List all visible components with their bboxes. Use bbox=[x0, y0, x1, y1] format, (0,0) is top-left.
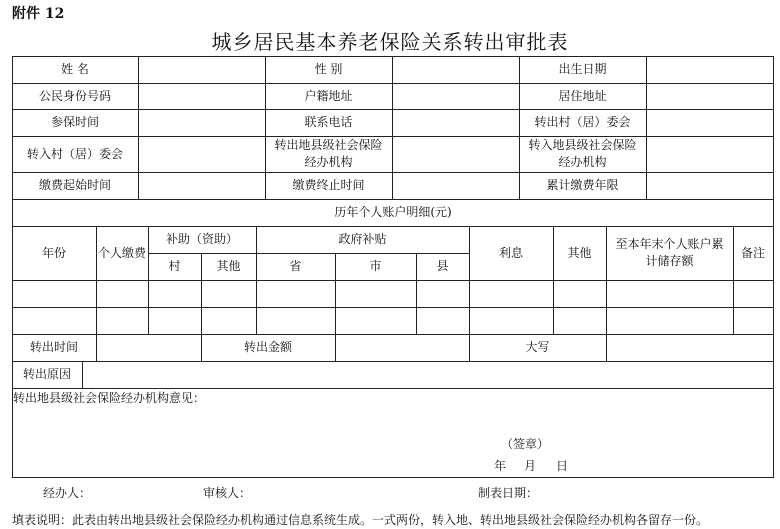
grid-line bbox=[12, 334, 774, 335]
other-subsidy-header: 其他 bbox=[216, 259, 241, 273]
grid-line bbox=[646, 56, 647, 199]
account-detail-heading: 历年个人账户明细(元) bbox=[334, 205, 452, 219]
province-header: 省 bbox=[289, 259, 302, 273]
phone-label: 联系电话 bbox=[304, 115, 353, 129]
pay-end-label: 缴费终止时间 bbox=[292, 178, 365, 192]
seal-label: （签章） bbox=[500, 437, 549, 451]
opinion-day: 日 bbox=[555, 459, 568, 473]
subsidy-header: 补助（资助） bbox=[165, 232, 238, 246]
grid-line bbox=[773, 56, 774, 477]
page-title: 城乡居民基本养老保险关系转出审批表 bbox=[211, 30, 569, 54]
grid-line bbox=[392, 56, 393, 199]
household-address-label: 户籍地址 bbox=[304, 88, 353, 103]
to-agency-line-1: 转入地县级社会保险 bbox=[528, 138, 637, 152]
transfer-reason-label: 转出原因 bbox=[22, 367, 71, 381]
remark-header: 备注 bbox=[740, 245, 765, 260]
gov-subsidy-header: 政府补贴 bbox=[338, 232, 387, 246]
grid-line bbox=[82, 361, 83, 388]
grid-line bbox=[606, 334, 607, 361]
transfer-amount-label: 转出金额 bbox=[243, 340, 292, 354]
to-village-label: 转入村（居）委会 bbox=[26, 146, 123, 161]
form-note: 填表说明：此表由转出地县级社会保险经办机构通过信息系统生成。一式两份，转入地、转出地县级社会保险经办机构各留存一份。 bbox=[12, 513, 709, 527]
residence-address-label: 居住地址 bbox=[558, 88, 607, 103]
handler-label: 经办人： bbox=[43, 486, 92, 500]
grid-line bbox=[335, 334, 336, 361]
opinion-month: 月 bbox=[523, 459, 536, 473]
balance-header-line-2: 计储存额 bbox=[645, 254, 694, 268]
to-agency-line-2: 经办机构 bbox=[558, 155, 607, 169]
village-header: 村 bbox=[168, 259, 181, 273]
name-label: 姓 名 bbox=[61, 62, 89, 76]
grid-line bbox=[12, 388, 774, 389]
grid-line bbox=[12, 307, 774, 308]
total-years-label: 累计缴费年限 bbox=[546, 178, 619, 192]
grid-line bbox=[12, 280, 774, 281]
opinion-year: 年 bbox=[493, 459, 506, 473]
from-village-label: 转出村（居）委会 bbox=[534, 115, 631, 129]
form-date-label: 制表日期： bbox=[478, 486, 539, 500]
grid-line bbox=[12, 477, 774, 478]
personal-payment-header: 个人缴费 bbox=[97, 245, 146, 260]
capital-amount-label: 大写 bbox=[525, 340, 550, 354]
pay-start-label: 缴费起始时间 bbox=[38, 178, 111, 192]
from-agency-label bbox=[265, 136, 392, 172]
county-header: 县 bbox=[436, 259, 449, 273]
city-header: 市 bbox=[369, 259, 382, 273]
transfer-time-label: 转出时间 bbox=[29, 340, 78, 354]
balance-header bbox=[606, 226, 733, 280]
balance-header-line-1: 至本年末个人账户累 bbox=[615, 237, 724, 251]
year-header: 年份 bbox=[41, 245, 66, 260]
gender-label: 性 别 bbox=[314, 62, 343, 76]
id-number-label: 公民身份号码 bbox=[38, 88, 111, 103]
grid-line bbox=[138, 56, 139, 199]
from-agency-line-2: 经办机构 bbox=[304, 155, 353, 169]
other-header: 其他 bbox=[567, 245, 592, 260]
attachment-label: 附件 12 bbox=[12, 6, 65, 22]
birth-date-label: 出生日期 bbox=[558, 62, 607, 76]
insured-date-label: 参保时间 bbox=[50, 115, 99, 129]
reviewer-label: 审核人： bbox=[203, 486, 252, 500]
interest-header: 利息 bbox=[498, 245, 523, 260]
agency-opinion-label: 转出地县级社会保险经办机构意见： bbox=[13, 391, 206, 405]
from-agency-line-1: 转出地县级社会保险 bbox=[274, 138, 383, 152]
grid-line bbox=[12, 361, 774, 362]
to-agency-label bbox=[519, 136, 646, 172]
